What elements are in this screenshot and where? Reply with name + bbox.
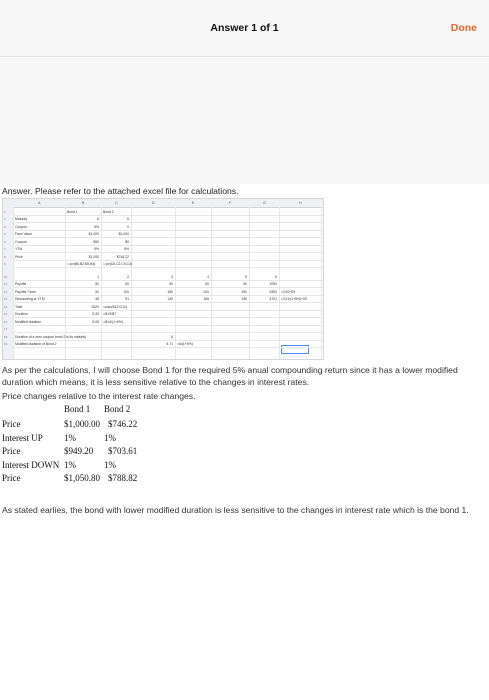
sheet-cell: =-pv(C6,C2,C5,C4) (103, 262, 133, 266)
sheet-cell: Duration (15, 312, 28, 316)
sheet-cell: 5.33 (92, 312, 99, 316)
sheet-cell: 150 (167, 289, 173, 294)
row-number: 11 (4, 282, 8, 286)
table-cell: $949.20 (64, 446, 94, 456)
done-button[interactable]: Done (450, 22, 477, 34)
sheet-cell: $1,000 (118, 232, 129, 236)
sheet-cell: 1050 (269, 282, 277, 286)
sheet-cell: Modified duration of Bond 2 (15, 342, 57, 346)
sheet-cell: =-pv(B6,B2,B5,B4) (67, 262, 96, 266)
table-cell: Price (2, 473, 21, 483)
table-cell: 1% (104, 459, 116, 470)
row-number: 6 (4, 239, 6, 244)
table-cell: $746.22 (108, 419, 138, 429)
row-number: 10 (4, 274, 8, 279)
sheet-cell: 5% (124, 247, 129, 251)
sheet-cell: 5329 (91, 304, 99, 309)
sheet-cell: $1,000 (88, 254, 99, 259)
sheet-cell: 0 (127, 224, 129, 229)
sheet-cell: 50 (205, 282, 209, 286)
table-cell: Price (2, 419, 21, 429)
sheet-cell: Face Value (15, 232, 32, 236)
sheet-cell: Discounting at YTM (15, 297, 45, 301)
sheet-cell: Total (15, 304, 23, 309)
table-cell: Price (2, 446, 21, 456)
sheet-cell: 6 (171, 334, 173, 339)
sheet-cell: 5.08 (92, 319, 99, 324)
column-header-bar (3, 199, 323, 208)
sheet-cell: =sum(B12:G12) (103, 304, 128, 309)
row-number: 9 (4, 262, 6, 266)
sheet-cell: $746.22 (116, 254, 129, 259)
row-number: 17 (4, 327, 8, 331)
table-cell: 1% (64, 432, 76, 443)
sheet-cell: Coupon (15, 239, 27, 244)
row-number: 8 (4, 254, 6, 259)
sheet-cell: 91 (125, 297, 129, 301)
column-header-e: E (192, 201, 195, 205)
sheet-cell: =B13/B7 (103, 312, 117, 316)
table-cell: $703.61 (108, 446, 138, 456)
sheet-cell: Coupon (15, 224, 27, 229)
navigation-bar (0, 0, 489, 57)
row-number: 15 (4, 312, 8, 316)
row-number: 3 (4, 217, 6, 221)
sheet-cell: 6 (97, 217, 99, 221)
sheet-cell: 4701 (269, 297, 277, 301)
sheet-cell: =G10*G9 (281, 289, 296, 294)
paragraph-choice: As per the calculations, I will choose Bond 1 for the required 5% anual compounding return since it has a lower modified duration which means, it is less sensitive relative to the changes in interest rates. (2, 365, 458, 387)
sheet-cell: 3 (171, 274, 173, 279)
row-number: 4 (4, 224, 6, 229)
sheet-cell: 5 (245, 274, 247, 279)
sheet-cell: 196 (241, 297, 247, 301)
spreadsheet-image (2, 198, 324, 360)
column-header-b: B (82, 201, 85, 205)
table-cell: $1,050.80 (64, 473, 100, 483)
sheet-cell: 48 (95, 297, 99, 301)
sheet-cell: 50 (125, 282, 129, 286)
sheet-cell: 165 (203, 297, 209, 301)
sheet-cell: 6 (127, 217, 129, 221)
sheet-cell: 5% (94, 224, 99, 229)
row-number: 5 (4, 232, 6, 236)
column-header-f: F (229, 201, 232, 205)
paragraph-price-changes: Price changes relative to the interest rate changes. (2, 391, 196, 401)
table-cell: Interest UP (2, 432, 43, 443)
row-number: 19 (4, 342, 8, 346)
sheet-cell: 50 (95, 282, 99, 286)
row-number: 2 (4, 209, 6, 214)
sheet-cell: =B14/(1+5%) (103, 319, 123, 324)
table-cell: 1% (104, 432, 116, 443)
sheet-cell: 250 (241, 289, 247, 294)
sheet-cell: Duration of a zero coupon bond 2 is its maturity (15, 334, 87, 339)
sheet-cell: $1,000 (88, 232, 99, 236)
row-number: 12 (4, 289, 8, 294)
sheet-cell: Modified duration (15, 319, 42, 324)
page-title: Answer 1 of 1 (210, 22, 279, 34)
sheet-cell: Maturity (15, 217, 28, 221)
sheet-cell: $0 (125, 239, 129, 244)
sheet-cell: Price (15, 254, 23, 259)
sheet-cell: Payoffs (15, 282, 27, 286)
empty-area (0, 57, 489, 184)
row-number: 13 (4, 297, 8, 301)
row-number: 14 (4, 304, 8, 309)
sheet-cell: 100 (123, 289, 129, 294)
sheet-cell: 5% (94, 247, 99, 251)
sheet-cell: 50 (243, 282, 247, 286)
table-cell: $788.82 (108, 473, 138, 483)
column-header-h: H (299, 201, 302, 205)
column-header-d: D (152, 201, 155, 205)
answer-intro: Answer. Please refer to the attached excel file for calculations. (2, 186, 239, 196)
sheet-cell: 130 (167, 297, 173, 301)
sheet-cell: 1 (97, 274, 99, 279)
table-header-cell: Bond 2 (104, 404, 131, 414)
sheet-cell: 4 (207, 274, 209, 279)
sheet-cell: 50 (95, 289, 99, 294)
row-number: 7 (4, 247, 6, 251)
table-cell: Interest DOWN (2, 459, 60, 470)
sheet-cell: 50 (169, 282, 173, 286)
sheet-cell: 200 (203, 289, 209, 294)
row-number: 18 (4, 334, 8, 339)
column-header-c: C (115, 201, 118, 205)
sheet-cell: YTM (15, 247, 23, 251)
sheet-cell: $50 (93, 239, 99, 244)
sheet-cell: Bond 2 (103, 209, 114, 214)
sheet-cell: 5.71 (166, 342, 173, 346)
sheet-cell: Payoffs * time (15, 289, 36, 294)
conclusion-text: As stated earlies, the bond with lower modified duration is less sensitive to the changes in interest rate which is the bond 1. (2, 505, 469, 515)
sheet-cell: =6/(1+5%) (177, 342, 193, 346)
sheet-cell: Bond 1 (67, 209, 78, 214)
sheet-cell: 2 (127, 274, 129, 279)
table-cell: $1,000.00 (64, 419, 100, 429)
sheet-cell: 6 (275, 274, 277, 279)
table-cell: 1% (64, 459, 76, 470)
column-header-g: G (263, 201, 266, 205)
sheet-cell: 6300 (269, 289, 277, 294)
table-header-cell: Bond 1 (64, 404, 91, 414)
sheet-cell: =G11/(1+5%)^G9 (281, 297, 308, 301)
column-header-a: A (38, 201, 41, 205)
row-number: 16 (4, 319, 8, 324)
